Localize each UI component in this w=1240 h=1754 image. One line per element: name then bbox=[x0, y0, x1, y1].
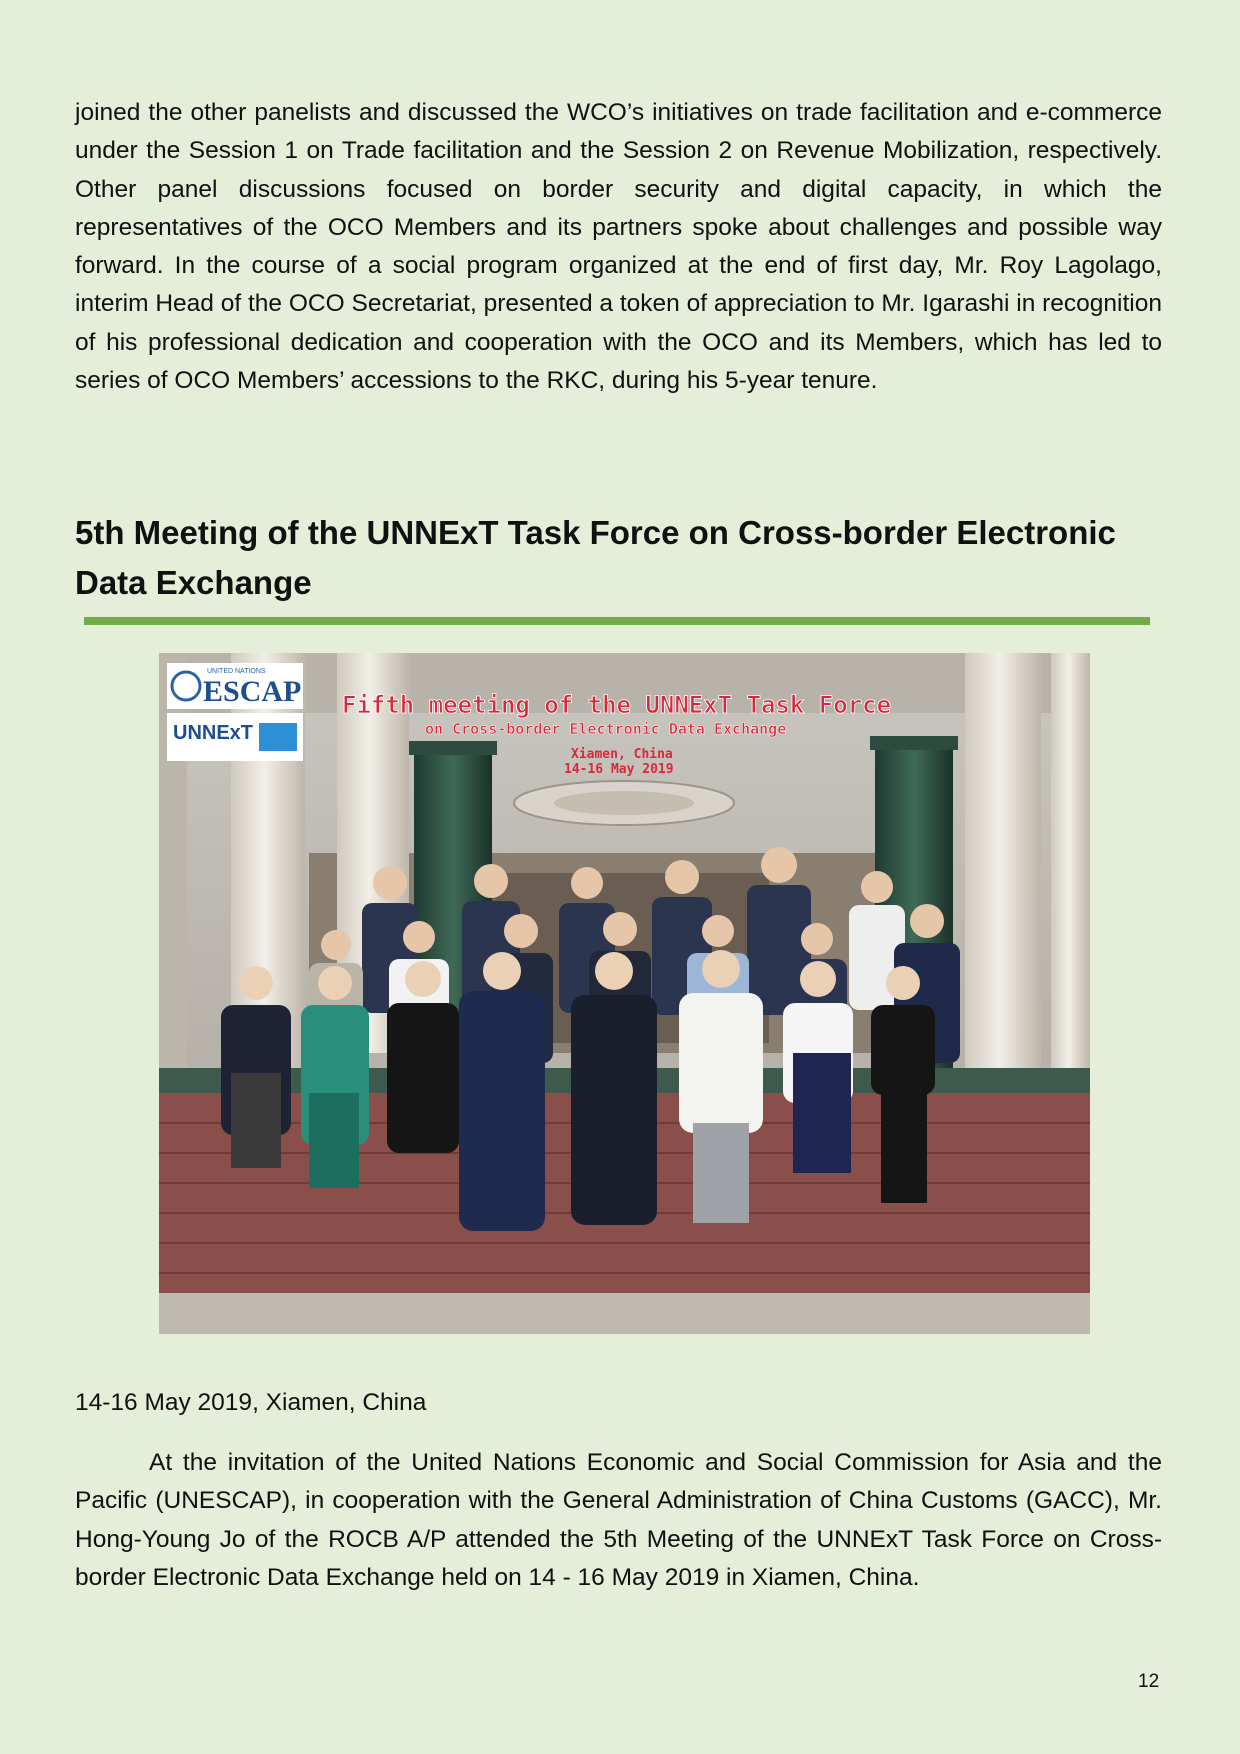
banner-dates: 14-16 May 2019 bbox=[564, 762, 674, 777]
banner-location: Xiamen, China bbox=[571, 747, 673, 762]
page-number: 12 bbox=[1138, 1671, 1160, 1692]
banner-subtitle: on Cross-border Electronic Data Exchange bbox=[425, 720, 787, 738]
group-photo bbox=[159, 653, 1090, 1334]
escap-logo-text: ESCAP bbox=[203, 675, 302, 708]
unnext-logo-text: UNNExT bbox=[173, 722, 254, 744]
escap-logo-small-text: UNITED NATIONS bbox=[207, 668, 266, 675]
heading-rule bbox=[84, 617, 1150, 625]
event-date-location: 14-16 May 2019, Xiamen, China bbox=[75, 1389, 427, 1416]
body-paragraph-1: joined the other panelists and discussed the WCO’s initiatives on trade facilitation and e-commerce under the Session 1 on Trade facilitation and the Session 2 on Revenue Mobilization, respectively. Other panel discussions focused on border security and digital capacity, in which the representatives of the OCO Members and its partners spoke about challenges and possible way forward. In the course of a social program organized at the end of first day, Mr. Roy Lagolago, interim Head of the OCO Secretariat, presented a token of appreciation to Mr. Igarashi in recognition of his professional dedication and cooperation with the OCO and its Members, which has led to series of OCO Members’ accessions to the RKC, during his 5-year tenure. bbox=[75, 99, 1162, 395]
section-heading: 5th Meeting of the UNNExT Task Force on Cross-border Electronic Data Exchange bbox=[75, 514, 1116, 601]
body-paragraph-2: At the invitation of the United Nations Economic and Social Commission for Asia and the Pacific (UNESCAP), in cooperation with the General Administration of China Customs (GACC), Mr. Hong-Young Jo of the ROCB A/P attended the 5th Meeting of the UNNExT Task Force on Cross-border Electronic Data Exchange held on 14 - 16 May 2019 in Xiamen, China. bbox=[75, 1449, 1162, 1591]
banner-title: Fifth meeting of the UNNExT Task Force bbox=[342, 691, 892, 719]
